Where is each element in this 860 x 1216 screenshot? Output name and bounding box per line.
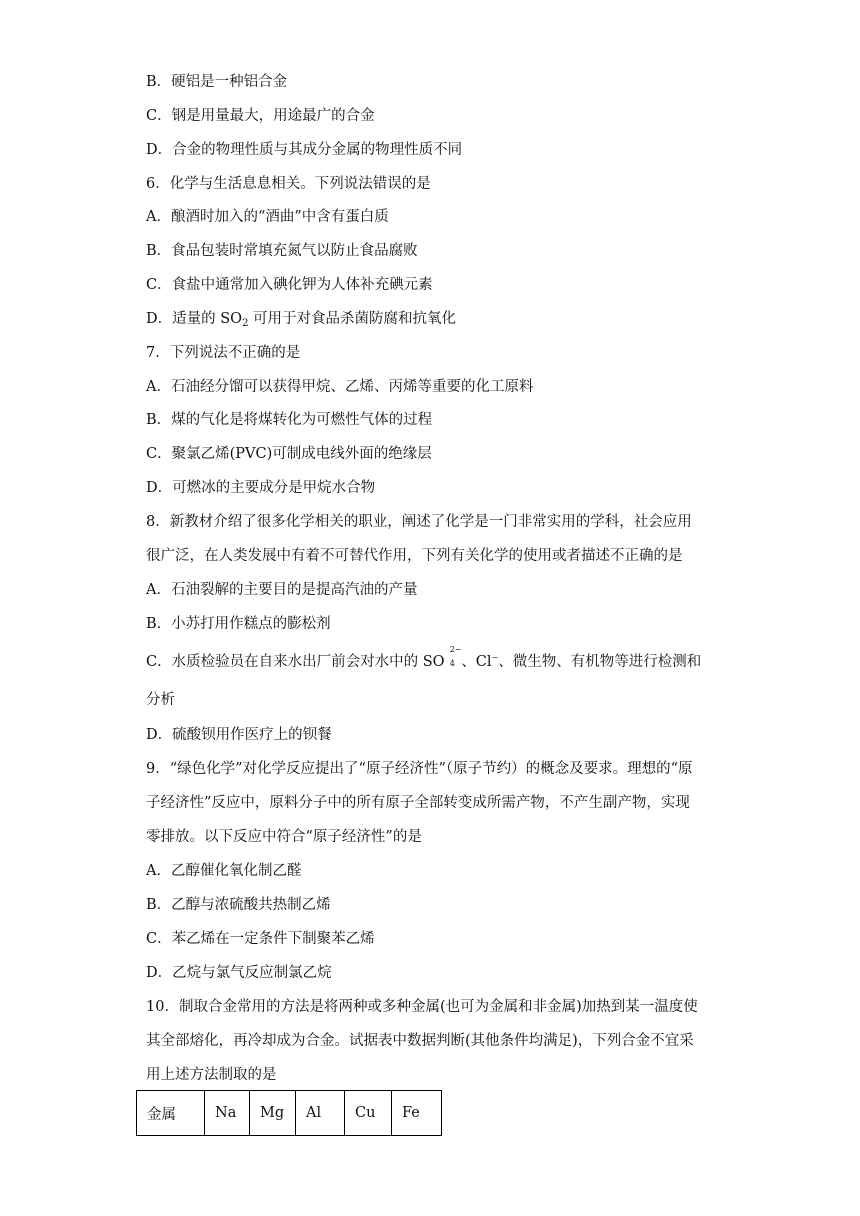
option-a-q9: A．乙醇催化氧化制乙醛 [146,863,302,879]
question-10-stem-line1: 10．制取合金常用的方法是将两种或多种金属(也可为金属和非金属)加热到某一温度使 [146,999,698,1015]
sulfate-subscript: 4 [449,659,455,668]
question-9-stem-line2: 子经济性”反应中，原料分子中的所有原子全部转变成所需产物，不产生副产物，实现 [146,795,690,811]
table-cell-cu: Cu [345,1091,392,1136]
table-cell-metal: 金属 [137,1091,205,1136]
option-a-q8: A．石油裂解的主要目的是提高汽油的产量 [146,582,418,598]
option-c-q5: C．钢是用量最大，用途最广的合金 [146,108,375,124]
table-cell-fe: Fe [392,1091,442,1136]
table-cell-mg: Mg [250,1091,296,1136]
so2-subscript: 2 [242,318,249,329]
option-b-q9: B．乙醇与浓硫酸共热制乙烯 [146,897,331,913]
option-d-q7: D．可燃冰的主要成分是甲烷水合物 [146,480,376,496]
option-d-q9: D．乙烷与氯气反应制氯乙烷 [146,965,332,981]
option-b-q7: B．煤的气化是将煤转化为可燃性气体的过程 [146,412,433,428]
option-b-q6: B．食品包装时常填充氮气以防止食品腐败 [146,243,418,259]
option-a-q6: A．酿酒时加入的“酒曲”中含有蛋白质 [146,209,389,225]
option-c-q6: C．食盐中通常加入碘化钾为人体补充碘元素 [146,277,433,293]
option-d-q8: D．硫酸钡用作医疗上的钡餐 [146,727,332,743]
question-8-stem-line2: 很广泛，在人类发展中有着不可替代作用，下列有关化学的使用或者描述不正确的是 [146,548,683,564]
sulfate-ion [422,645,462,672]
option-d-q6-pre: D．适量的 SO [146,311,243,327]
option-d-q5: D．合金的物理性质与其成分金属的物理性质不同 [146,142,463,158]
table-cell-na: Na [205,1091,250,1136]
table-cell-al: Al [296,1091,345,1136]
sulfate-charge: 2− [449,645,462,654]
question-6-stem: 6．化学与生活息息相关。下列说法错误的是 [146,176,431,192]
option-d-q6 [146,309,456,329]
option-c-q8-post: 、微生物、有机物等进行检测和 [498,654,702,670]
chloride-text: 、Cl [456,654,492,670]
table-header-row [137,1091,442,1136]
option-c-q7: C．聚氯乙烯(PVC)可制成电线外面的绝缘层 [146,446,432,462]
option-c-q8 [146,645,702,672]
option-c-q9: C．苯乙烯在一定条件下制聚苯乙烯 [146,931,375,947]
question-8-stem-line1: 8．新教材介绍了很多化学相关的职业，阐述了化学是一门非常实用的学科，社会应用 [146,514,692,530]
chloride-charge: − [491,653,499,662]
metal-data-table [136,1090,442,1136]
question-9-stem-line1: 9．“绿色化学”对化学反应提出了“原子经济性”（原子节约）的概念及要求。理想的“原 [146,761,693,777]
option-c-q8-continued: 分析 [146,692,175,708]
question-10-stem-line2: 其全部熔化，再冷却成为合金。试据表中数据判断(其他条件均满足)，下列合金不宜采 [146,1033,694,1049]
option-d-q6-post: 可用于对食品杀菌防腐和抗氧化 [248,311,457,327]
option-b-q8: B．小苏打用作糕点的膨松剂 [146,616,331,632]
question-10-stem-line3: 用上述方法制取的是 [146,1067,277,1083]
option-b-q5: B．硬铝是一种铝合金 [146,74,288,90]
option-c-q8-pre: C．水质检验员在自来水出厂前会对水中的 [146,654,423,670]
sulfate-symbol: SO [422,654,445,670]
option-a-q7: A．石油经分馏可以获得甲烷、乙烯、丙烯等重要的化工原料 [146,379,534,395]
question-7-stem: 7．下列说法不正确的是 [146,345,301,361]
question-9-stem-line3: 零排放。以下反应中符合“原子经济性”的是 [146,829,422,845]
